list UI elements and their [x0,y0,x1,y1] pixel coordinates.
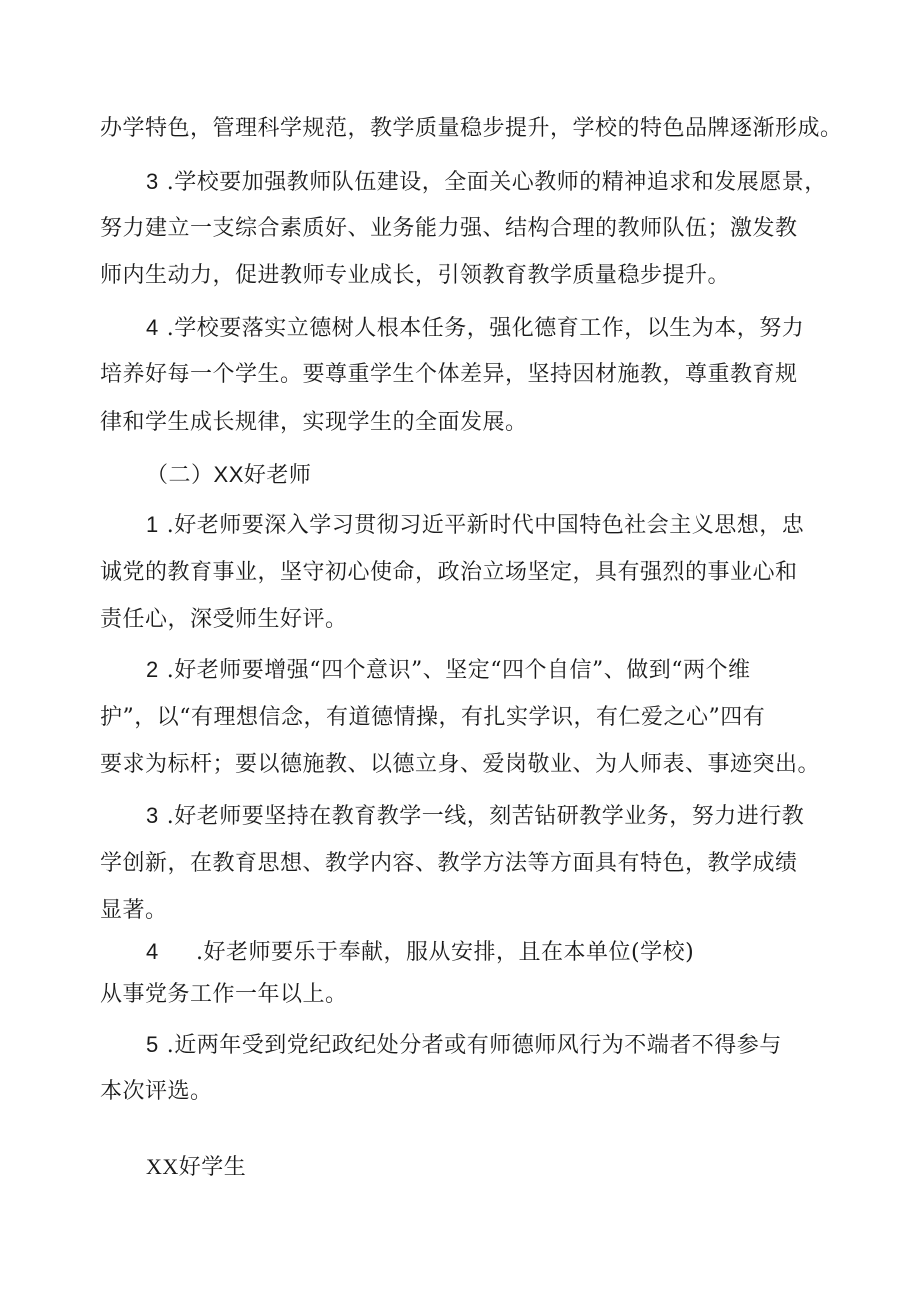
teacher-item-4-line2 [100,980,348,1010]
section-title: 好老师 [243,463,312,488]
text: .好老师要深入学习贯彻习近平新时代中国特色社会主义思想，忠 [166,513,805,538]
text: 显著。 [100,898,168,923]
teacher-item-1-line2 [100,558,798,588]
school-item-3-line2 [100,214,798,244]
text: 从事党务工作一年以上。 [100,982,348,1007]
teacher-item-5-line1 [146,1030,782,1061]
item-number: 3 [146,169,159,194]
item-number: 1 [146,512,159,537]
text: 本次评选。 [100,1079,213,1104]
text: 诚党的教育事业，坚守初心使命，政治立场坚定，具有强烈的事业心和 [100,560,798,585]
teacher-item-4-line1 [146,937,694,968]
text: 培养好每一个学生。要尊重学生个体差异，坚持因材施教，尊重教育规 [100,362,798,387]
section-heading-good-teacher [146,460,311,491]
text: .好老师要增强“四个意识”、坚定“四个自信”、做到“两个维 [166,658,751,683]
school-item-4-line2 [100,360,798,390]
teacher-item-1-line1 [146,510,804,541]
item-number: 4 [146,315,159,340]
teacher-item-2-line3 [100,750,820,780]
section-xx: XX [146,1154,179,1179]
section-title: 好学生 [178,1155,247,1180]
text: .好老师要乐于奉献，服从安排，且在本单位(学校) [196,940,695,965]
section-heading-good-student [146,1152,246,1183]
school-item-3-line3 [100,261,730,291]
item-number: 3 [146,803,159,828]
section-prefix: （二） [146,463,214,488]
teacher-item-3-line1 [146,801,804,832]
school-item-3-line1 [146,167,827,198]
item-number: 4 [146,939,159,964]
text: .学校要加强教师队伍建设，全面关心教师的精神追求和发展愿景， [166,170,827,195]
text: .近两年受到党纪政纪处分者或有师德师风行为不端者不得参与 [166,1033,782,1058]
school-item-4-line1 [146,313,804,344]
text: .学校要落实立德树人根本任务，强化德育工作，以生为本，努力 [166,316,805,341]
item-number: 5 [146,1032,159,1057]
text: 努力建立一支综合素质好、业务能力强、结构合理的教师队伍；激发教 [100,216,798,241]
text: 师内生动力，促进教师专业成长，引领教育教学质量稳步提升。 [100,263,731,288]
text: 律和学生成长规律，实现学生的全面发展。 [100,410,528,435]
text: .好老师要坚持在教育教学一线，刻苦钻研教学业务，努力进行教 [166,804,805,829]
item-number: 2 [146,657,159,682]
teacher-item-2-line1 [146,655,750,686]
text: 责任心，深受师生好评。 [100,607,348,632]
teacher-item-3-line2 [100,849,798,879]
paragraph-intro-line [100,114,843,144]
text: 要求为标杆；要以德施教、以德立身、爱岗敬业、为人师表、事迹突出。 [100,752,821,777]
teacher-item-5-line2 [100,1077,213,1107]
text: 学创新，在教育思想、教学内容、教学方法等方面具有特色，教学成绩 [100,851,798,876]
teacher-item-3-line3 [100,896,168,926]
section-xx: XX [213,462,244,487]
teacher-item-2-line2 [100,703,765,733]
school-item-4-line3 [100,408,528,438]
teacher-item-1-line3 [100,605,348,635]
text: 护”，以“有理想信念，有道德情操，有扎实学识，有仁爱之心”四有 [100,705,766,730]
text: 办学特色，管理科学规范，教学质量稳步提升，学校的特色品牌逐渐形成。 [100,116,843,141]
